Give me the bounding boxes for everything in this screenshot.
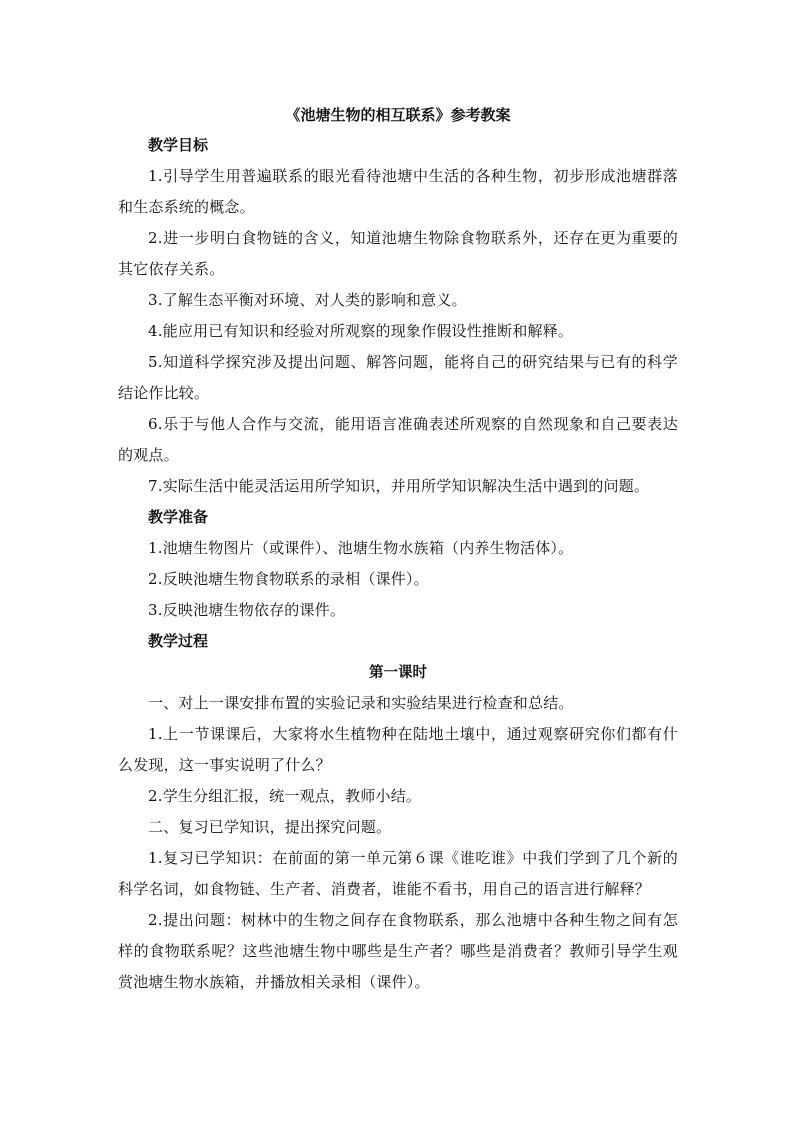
paragraph: 二、复习已学知识，提出探究问题。: [148, 818, 392, 836]
section-heading: 教学目标: [148, 136, 209, 154]
section-preparation: [118, 502, 678, 626]
paragraph: 一、对上一课安排布置的实验记录和实验结果进行检查和总结。: [148, 694, 574, 712]
paragraph: 2.学生分组汇报，统一观点，教师小结。: [148, 787, 422, 805]
section-heading: 教学过程: [148, 632, 209, 650]
paragraph: 1.上一节课课后，大家将水生植物种在陆地土壤中，通过观察研究你们都有什么发现，这一事实说明了什么？: [118, 725, 678, 774]
paragraph: 3.反映池塘生物依存的课件。: [148, 601, 346, 619]
paragraph: 1.复习已学知识：在前面的第一单元第６课《谁吃谁》中我们学到了几个新的科学名词，如食物链、生产者、消费者，谁能不看书，用自己的语言进行解释？: [118, 849, 678, 898]
paragraph: 2.反映池塘生物食物联系的录相（课件）。: [148, 570, 429, 588]
paragraph: 1.引导学生用普遍联系的眼光看待池塘中生活的各种生物，初步形成池塘群落和生态系统的概念。: [118, 167, 678, 216]
document-body: [118, 100, 678, 998]
paragraph: 4.能应用已有知识和经验对所观察的现象作假设性推断和解释。: [148, 322, 574, 340]
section-heading: 教学准备: [148, 508, 209, 526]
paragraph: 3.了解生态平衡对环境、对人类的影响和意义。: [148, 291, 467, 309]
paragraph: 2.进一步明白食物链的含义，知道池塘生物除食物联系外，还存在更为重要的其它依存关系。: [118, 229, 678, 278]
paragraph: 2.提出问题：树林中的生物之间存在食物联系，那么池塘中各种生物之间有怎样的食物联系呢？这些池塘生物中哪些是生产者？哪些是消费者？教师引导学生观赏池塘生物水族箱，并播放相关录相（课件）。: [118, 911, 678, 991]
paragraph: 7.实际生活中能灵活运用所学知识，并用所学知识解决生活中遇到的问题。: [148, 477, 650, 495]
paragraph: 5.知道科学探究涉及提出问题、解答问题，能将自己的研究结果与已有的科学结论作比较。: [118, 353, 678, 402]
lesson-subheading: 第一课时: [369, 664, 427, 681]
section-process: [118, 626, 678, 998]
document-title: 《池塘生物的相互联系》参考教案: [285, 106, 511, 124]
section-objectives: [118, 130, 678, 502]
paragraph: 6.乐于与他人合作与交流，能用语言准确表述所观察的自然现象和自己要表达的观点。: [118, 415, 678, 464]
paragraph: 1.池塘生物图片（或课件）、池塘生物水族箱（内养生物活体）。: [148, 539, 574, 557]
